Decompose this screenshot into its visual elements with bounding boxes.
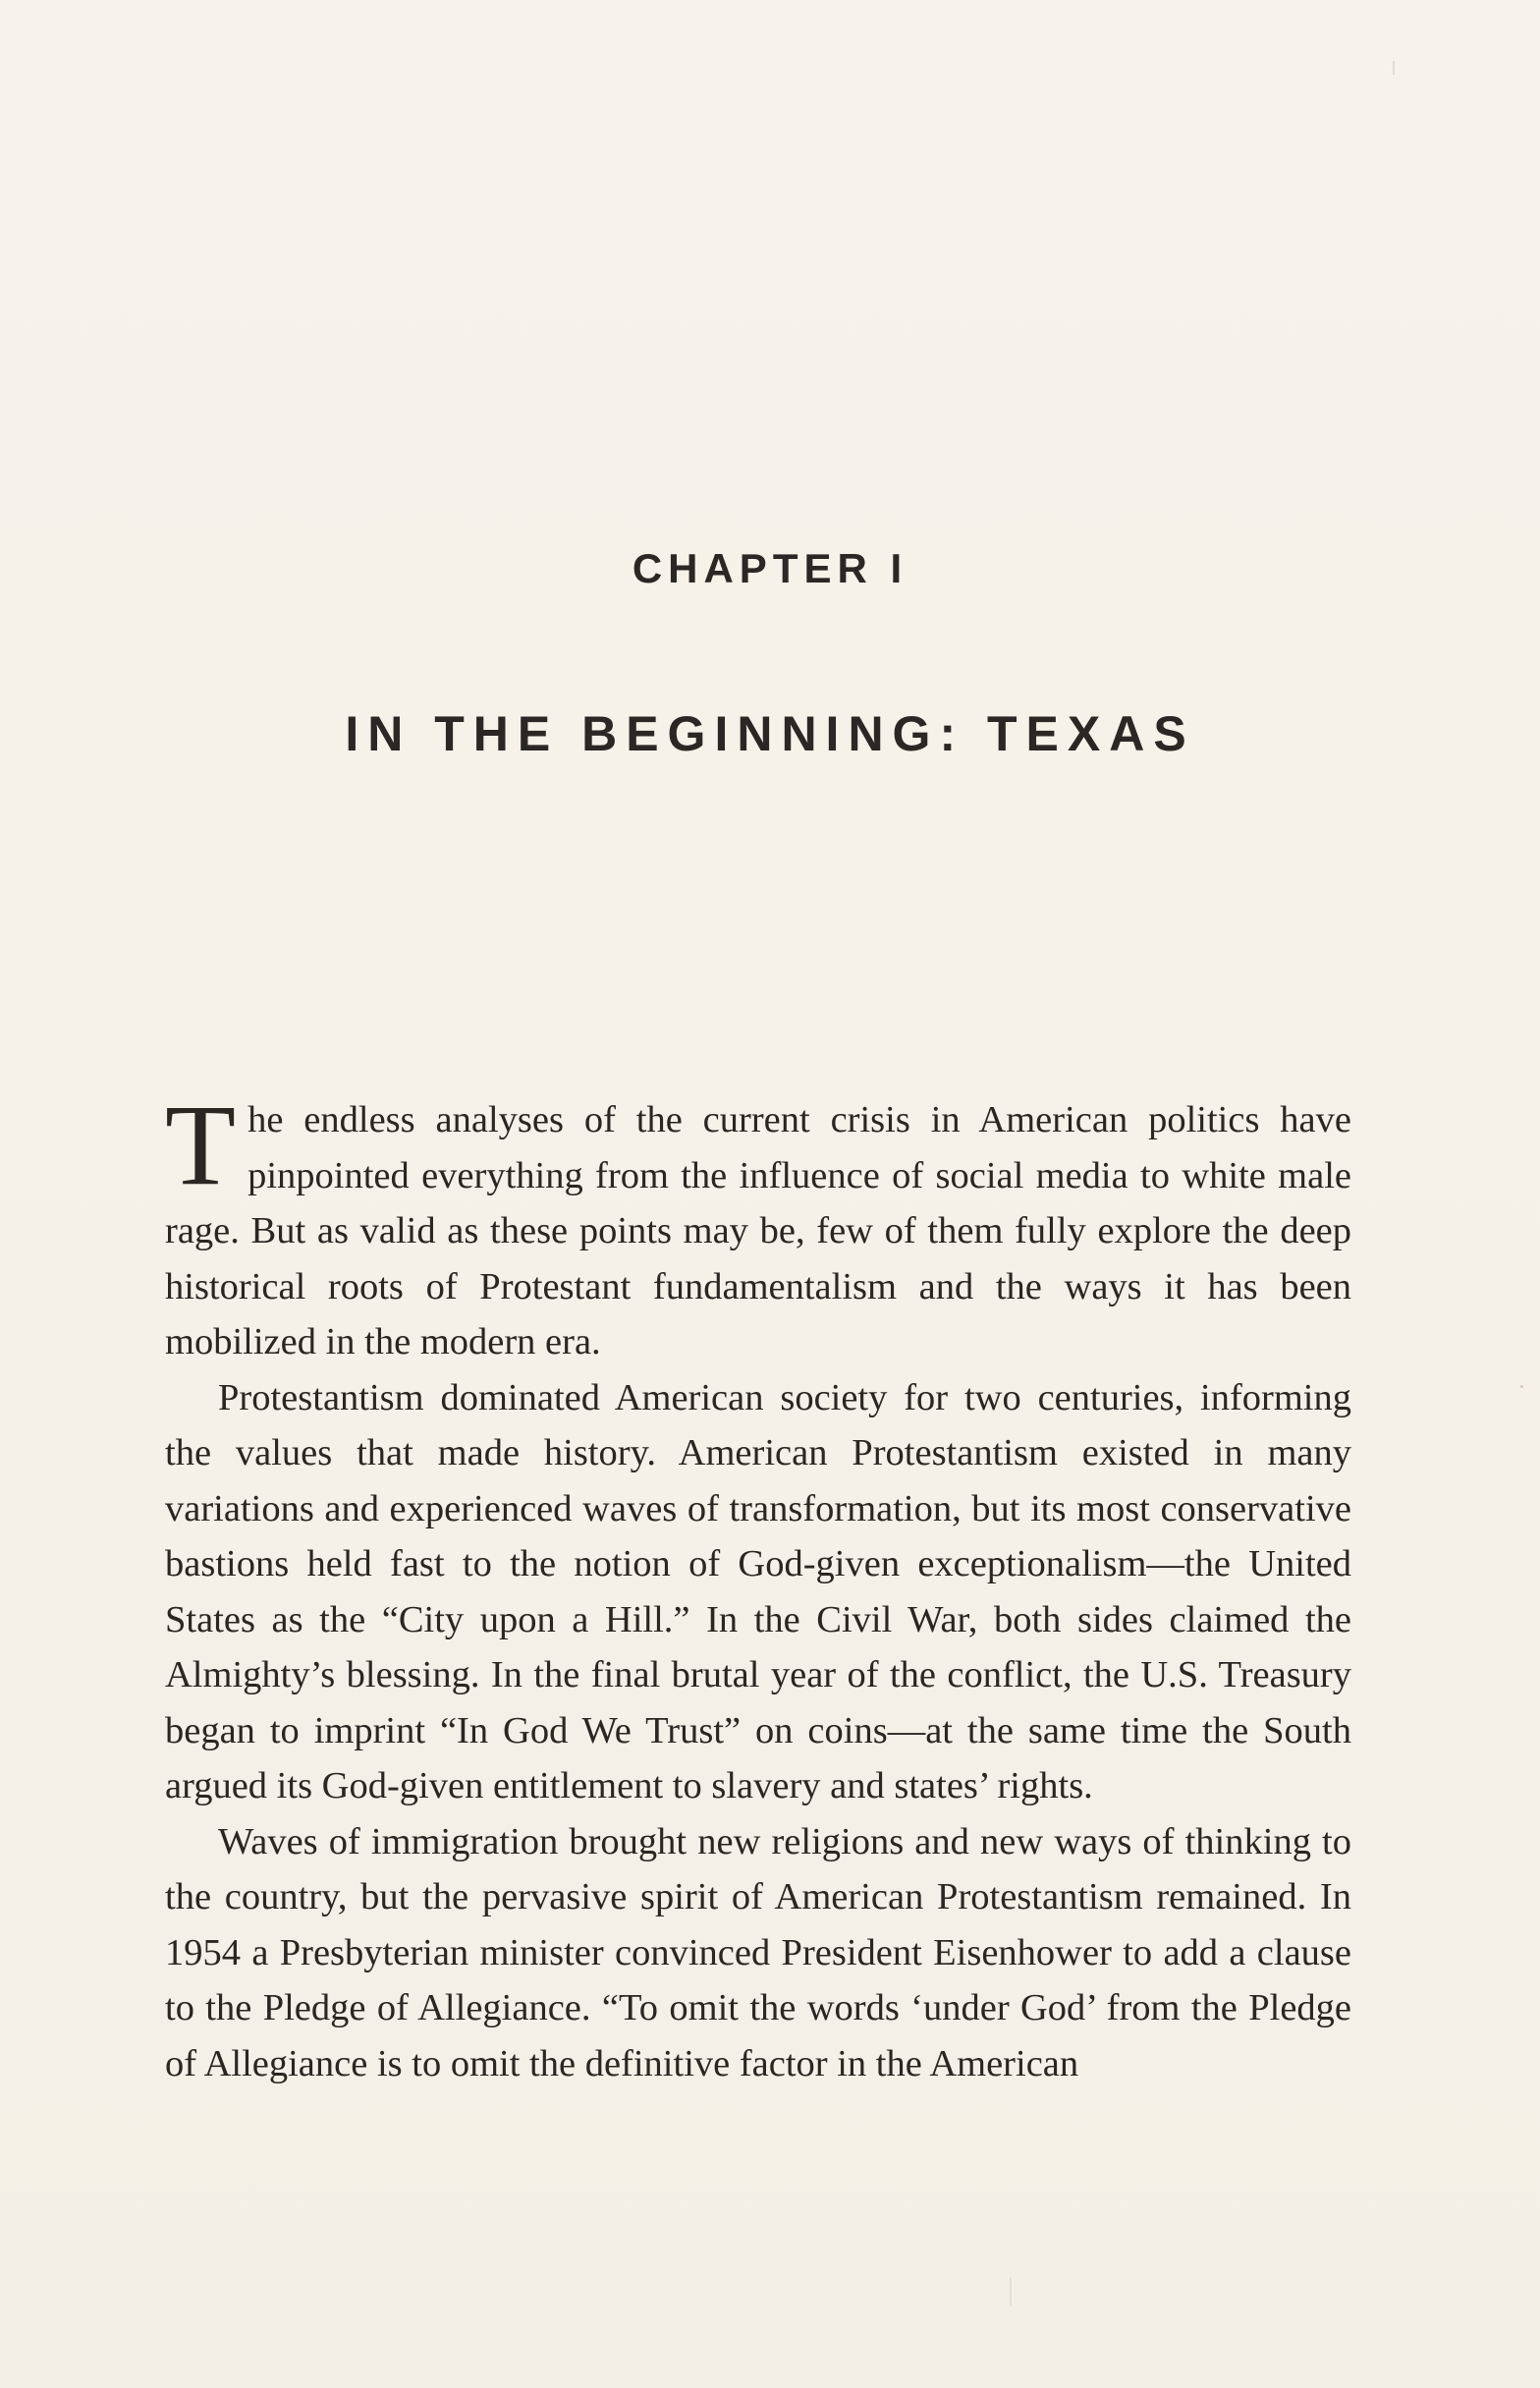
body-text [165, 1081, 1351, 2091]
paper-speck [1010, 2277, 1012, 2306]
paragraph-1-text: he endless analyses of the current crisis in American politics have pinpointed everything from the influence of social media to white male rage. But as valid as these points may be, few of them fully explore the deep historical roots of Protestant fundamentalism and the ways it has been mobilized in the modern era. [165, 1099, 1351, 1362]
chapter-title: IN THE BEGINNING: TEXAS [345, 706, 1195, 761]
drop-cap: T [165, 1081, 237, 1209]
chapter-label: CHAPTER I [632, 545, 908, 591]
paragraph-1 [165, 1081, 1351, 1370]
paragraph-3: Waves of immigration brought new religions and new ways of thinking to the country, but the pervasive spirit of American Protestantism remained. In 1954 a Presbyterian minister convinced President Eisenhower to add a clause to the Pledge of Allegiance. “To omit the words ‘under God’ from the Pledge of Allegiance is to omit the definitive factor in the American [165, 1820, 1351, 2084]
paper-speck [1520, 1385, 1523, 1388]
paragraph-2: Protestantism dominated American society for two centuries, informing the values that made history. American Protestantism existed in many variations and experienced waves of transformation, but its most conservative bastions held fast to the notion of God-given exceptionalism—the United States as the “City upon a Hill.” In the Civil War, both sides claimed the Almighty’s blessing. In the final brutal year of the conflict, the U.S. Treasury began to imprint “In God We Trust” on coins—at the same time the South argued its God-given entitlement to slavery and states’ rights. [165, 1376, 1351, 1806]
paper-speck [1393, 61, 1395, 75]
